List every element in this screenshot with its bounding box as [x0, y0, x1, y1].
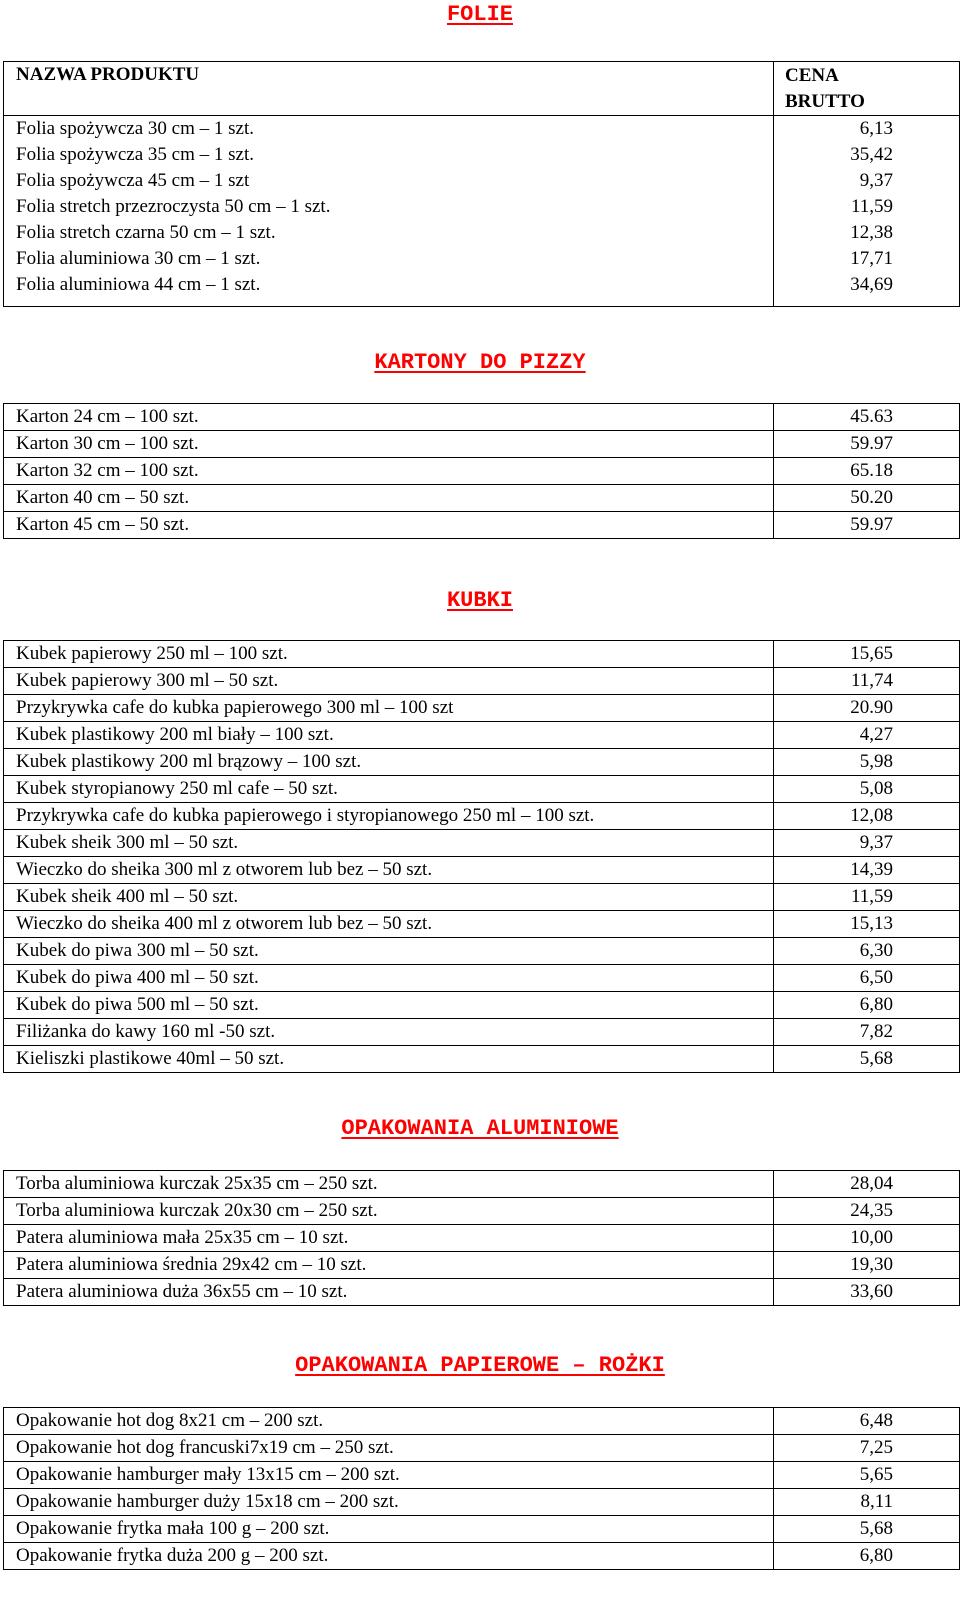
table-row	[4, 1435, 960, 1462]
product-name: Kieliszki plastikowe 40ml – 50 szt.	[4, 1046, 774, 1073]
product-name: Kubek do piwa 400 ml – 50 szt.	[4, 965, 774, 992]
product-name: Kubek styropianowy 250 ml cafe – 50 szt.	[4, 776, 774, 803]
table-row	[4, 1019, 960, 1046]
section-title-kubki: KUBKI	[446, 588, 513, 613]
product-price: 50.20	[774, 485, 960, 512]
product-price: 7,25	[774, 1435, 960, 1462]
product-name: Kubek papierowy 250 ml – 100 szt.	[4, 641, 774, 668]
table-row	[4, 803, 960, 830]
table-row	[4, 722, 960, 749]
product-price: 34,69	[774, 272, 960, 307]
table-row	[4, 1516, 960, 1543]
product-name: Karton 40 cm – 50 szt.	[4, 485, 774, 512]
product-name: Kubek do piwa 300 ml – 50 szt.	[4, 938, 774, 965]
product-price: 11,74	[774, 668, 960, 695]
product-name: Kubek plastikowy 200 ml biały – 100 szt.	[4, 722, 774, 749]
product-name: Folia stretch czarna 50 cm – 1 szt.	[4, 220, 774, 246]
product-name: Patera aluminiowa średnia 29x42 cm – 10 szt.	[4, 1252, 774, 1279]
table-row	[4, 1171, 960, 1198]
table-row	[4, 1408, 960, 1435]
product-name: Karton 32 cm – 100 szt.	[4, 458, 774, 485]
product-name: Patera aluminiowa duża 36x55 cm – 10 szt.	[4, 1279, 774, 1306]
product-name: Folia aluminiowa 30 cm – 1 szt.	[4, 246, 774, 272]
table-row	[4, 194, 960, 220]
table-row	[4, 458, 960, 485]
product-name: Opakowanie hot dog francuski7x19 cm – 250 szt.	[4, 1435, 774, 1462]
product-price: 24,35	[774, 1198, 960, 1225]
product-price: 5,65	[774, 1462, 960, 1489]
section-title-opakowania-papierowe: OPAKOWANIA PAPIEROWE – ROŻKI	[295, 1353, 665, 1378]
product-price: 8,11	[774, 1489, 960, 1516]
section-title-kartony: KARTONY DO PIZZY	[374, 350, 586, 375]
product-price: 9,37	[774, 830, 960, 857]
table-row	[4, 911, 960, 938]
product-name: Kubek plastikowy 200 ml brązowy – 100 szt.	[4, 749, 774, 776]
product-price: 45.63	[774, 404, 960, 431]
price-table-opakowania-papierowe	[3, 1407, 960, 1570]
product-name: Karton 24 cm – 100 szt.	[4, 404, 774, 431]
product-name: Folia spożywcza 45 cm – 1 szt	[4, 168, 774, 194]
product-price: 12,08	[774, 803, 960, 830]
product-price: 15,13	[774, 911, 960, 938]
product-name: Torba aluminiowa kurczak 25x35 cm – 250 szt.	[4, 1171, 774, 1198]
product-price: 28,04	[774, 1171, 960, 1198]
product-name: Folia spożywcza 30 cm – 1 szt.	[4, 116, 774, 143]
product-price: 6,50	[774, 965, 960, 992]
product-name: Karton 30 cm – 100 szt.	[4, 431, 774, 458]
product-price: 5,68	[774, 1046, 960, 1073]
table-row	[4, 220, 960, 246]
table-row	[4, 512, 960, 539]
section-title-folie: FOLIE	[446, 2, 513, 27]
product-price: 7,82	[774, 1019, 960, 1046]
table-row	[4, 1489, 960, 1516]
table-row	[4, 992, 960, 1019]
table-row	[4, 884, 960, 911]
product-price: 6,80	[774, 1543, 960, 1570]
product-name: Filiżanka do kawy 160 ml -50 szt.	[4, 1019, 774, 1046]
table-row	[4, 1198, 960, 1225]
product-price: 17,71	[774, 246, 960, 272]
product-price: 5,68	[774, 1516, 960, 1543]
product-name: Przykrywka cafe do kubka papierowego i styropianowego 250 ml – 100 szt.	[4, 803, 774, 830]
product-price: 6,30	[774, 938, 960, 965]
product-price: 4,27	[774, 722, 960, 749]
table-row	[4, 116, 960, 143]
table-row	[4, 857, 960, 884]
table-row	[4, 695, 960, 722]
product-name: Wieczko do sheika 300 ml z otworem lub bez – 50 szt.	[4, 857, 774, 884]
product-name: Kubek do piwa 500 ml – 50 szt.	[4, 992, 774, 1019]
table-row	[4, 1225, 960, 1252]
price-table-opakowania-aluminiowe	[3, 1170, 960, 1306]
product-name: Opakowanie hamburger mały 13x15 cm – 200 szt.	[4, 1462, 774, 1489]
product-price: 33,60	[774, 1279, 960, 1306]
table-row	[4, 272, 960, 307]
product-name: Opakowanie frytka duża 200 g – 200 szt.	[4, 1543, 774, 1570]
column-header-price: CENA BRUTTO	[774, 62, 960, 116]
product-name: Opakowanie hot dog 8x21 cm – 200 szt.	[4, 1408, 774, 1435]
product-price: 5,98	[774, 749, 960, 776]
product-price: 5,08	[774, 776, 960, 803]
product-name: Kubek sheik 400 ml – 50 szt.	[4, 884, 774, 911]
table-row	[4, 938, 960, 965]
product-name: Opakowanie frytka mała 100 g – 200 szt.	[4, 1516, 774, 1543]
product-name: Przykrywka cafe do kubka papierowego 300 ml – 100 szt	[4, 695, 774, 722]
table-row	[4, 431, 960, 458]
product-price: 11,59	[774, 194, 960, 220]
table-row	[4, 668, 960, 695]
table-row	[4, 776, 960, 803]
product-price: 20.90	[774, 695, 960, 722]
section-title-opakowania-aluminiowe: OPAKOWANIA ALUMINIOWE	[341, 1116, 619, 1141]
product-name: Folia stretch przezroczysta 50 cm – 1 szt.	[4, 194, 774, 220]
product-name: Folia aluminiowa 44 cm – 1 szt.	[4, 272, 774, 307]
product-price: 19,30	[774, 1252, 960, 1279]
product-name: Torba aluminiowa kurczak 20x30 cm – 250 szt.	[4, 1198, 774, 1225]
product-price: 6,13	[774, 116, 960, 143]
product-price: 9,37	[774, 168, 960, 194]
product-name: Karton 45 cm – 50 szt.	[4, 512, 774, 539]
product-price: 6,80	[774, 992, 960, 1019]
product-price: 59.97	[774, 431, 960, 458]
table-row	[4, 246, 960, 272]
table-header-row	[4, 62, 960, 116]
table-row	[4, 404, 960, 431]
table-row	[4, 1543, 960, 1570]
column-header-name: NAZWA PRODUKTU	[4, 62, 774, 116]
table-row	[4, 1462, 960, 1489]
price-table-folie	[3, 61, 960, 307]
table-row	[4, 485, 960, 512]
table-row	[4, 1279, 960, 1306]
table-row	[4, 168, 960, 194]
table-row	[4, 965, 960, 992]
product-price: 6,48	[774, 1408, 960, 1435]
product-name: Wieczko do sheika 400 ml z otworem lub bez – 50 szt.	[4, 911, 774, 938]
product-price: 14,39	[774, 857, 960, 884]
product-price: 59.97	[774, 512, 960, 539]
product-name: Patera aluminiowa mała 25x35 cm – 10 szt.	[4, 1225, 774, 1252]
product-name: Opakowanie hamburger duży 15x18 cm – 200 szt.	[4, 1489, 774, 1516]
table-row	[4, 1252, 960, 1279]
product-price: 12,38	[774, 220, 960, 246]
product-price: 65.18	[774, 458, 960, 485]
table-row	[4, 830, 960, 857]
table-row	[4, 641, 960, 668]
product-name: Folia spożywcza 35 cm – 1 szt.	[4, 142, 774, 168]
table-row	[4, 749, 960, 776]
price-table-kartony	[3, 403, 960, 539]
product-price: 35,42	[774, 142, 960, 168]
product-price: 10,00	[774, 1225, 960, 1252]
price-table-kubki	[3, 640, 960, 1073]
table-row	[4, 1046, 960, 1073]
product-name: Kubek papierowy 300 ml – 50 szt.	[4, 668, 774, 695]
product-name: Kubek sheik 300 ml – 50 szt.	[4, 830, 774, 857]
product-price: 11,59	[774, 884, 960, 911]
table-row	[4, 142, 960, 168]
product-price: 15,65	[774, 641, 960, 668]
